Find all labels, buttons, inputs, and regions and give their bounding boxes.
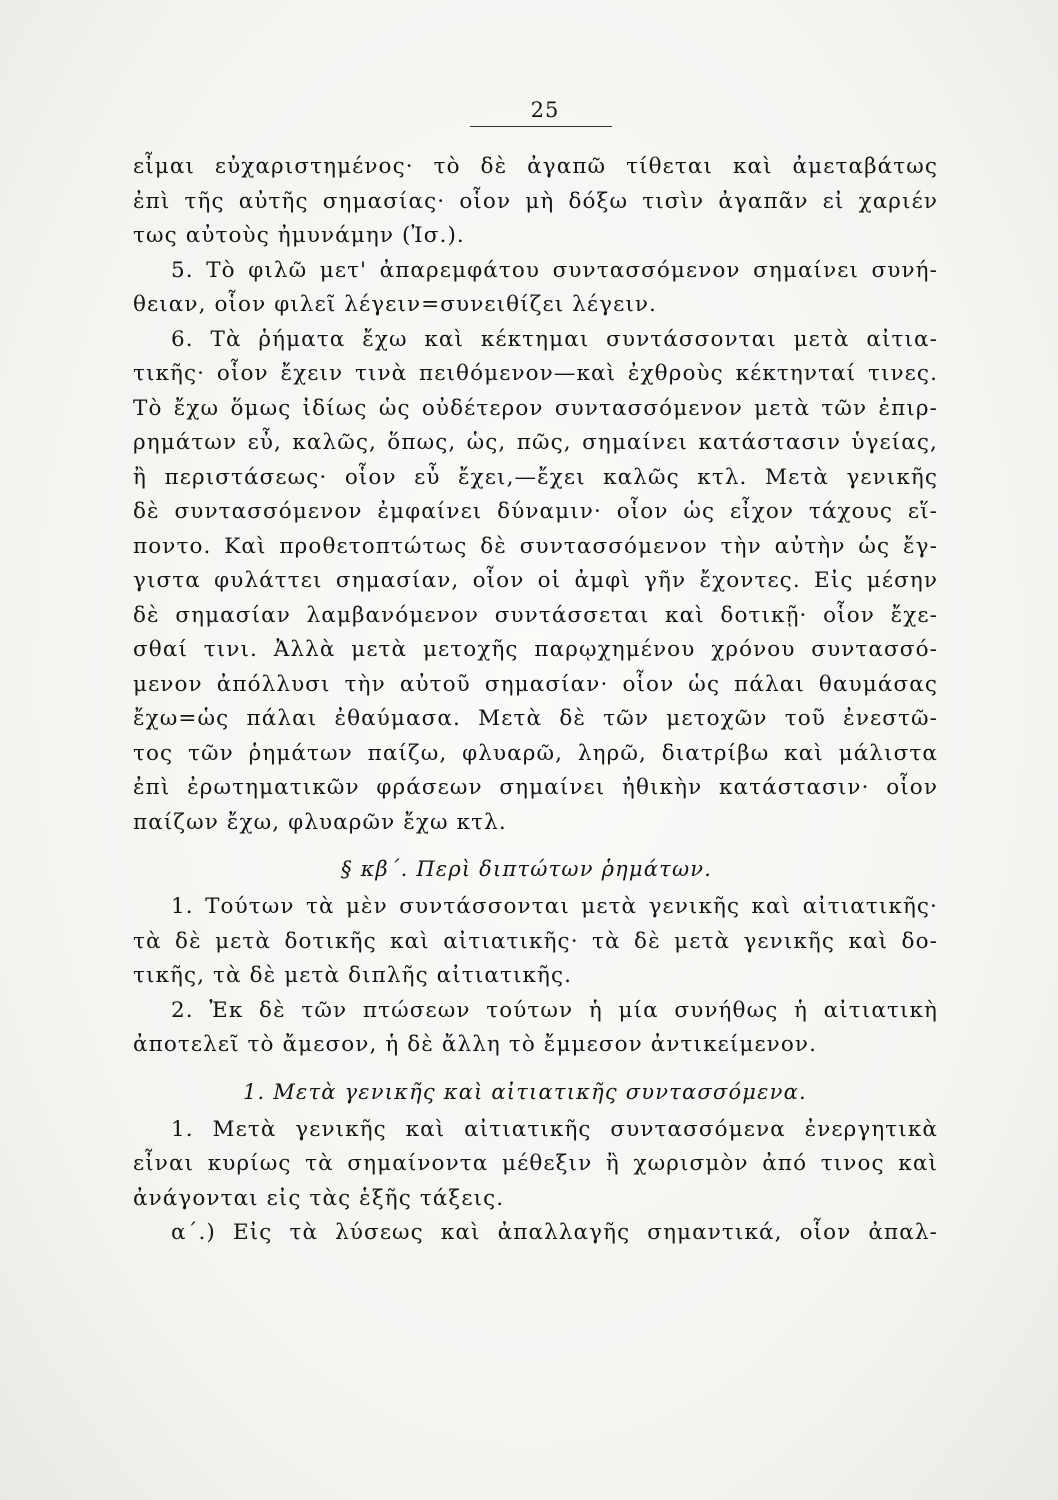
text-line: εἶναι κυρίως τὰ σημαίνοντα μέθεξιν ἢ χωρισμὸν ἀπό τινος καὶ xyxy=(133,1151,938,1176)
text-line: δὲ σημασίαν λαμβανόμενον συντάσσεται καὶ δοτικῇ· οἷον ἔχε- xyxy=(133,602,938,628)
text-line: 1. Μετὰ γενικῆς καὶ αἰτιατικῆς συντασσόμενα ἐνεργητικὰ xyxy=(171,1116,938,1142)
text-line: παίζων ἔχω, φλυαρῶν ἔχω κτλ. xyxy=(133,809,507,835)
page-body xyxy=(133,150,938,1251)
text-line: δὲ συντασσόμενον ἐμφαίνει δύναμιν· οἷον ὡς εἶχον τάχους εἵ- xyxy=(133,499,938,524)
text-line: ἢ περιστάσεως· οἷον εὖ ἔχει,—ἔχει καλῶς κτλ. Μετὰ γενικῆς xyxy=(133,464,938,490)
text-line: γιστα φυλάττει σημασίαν, οἷον οἱ ἀμφὶ γῆν ἔχοντες. Εἰς μέσην xyxy=(133,568,938,593)
text-line: τως αὐτοὺς ἠμυνάμην (Ἰσ.). xyxy=(133,223,465,248)
text-line: σθαί τινι. Ἀλλὰ μετὰ μετοχῆς παρῳχημένου χρόνου συντασσό- xyxy=(133,637,938,662)
text-line: ἐπὶ τῆς αὐτῆς σημασίας· οἷον μὴ δόξω τισὶν ἀγαπᾶν εἰ χαριέν xyxy=(133,188,938,214)
section-paragraphs-ekho xyxy=(133,150,938,840)
text-line: τὰ δὲ μετὰ δοτικῆς καὶ αἰτιατικῆς· τὰ δὲ μετὰ γενικῆς καὶ δο- xyxy=(133,928,938,954)
text-line: τικῆς, τὰ δὲ μετὰ διπλῆς αἰτιατικῆς. xyxy=(133,963,573,988)
text-line: ρημάτων εὖ, καλῶς, ὅπως, ὡς, πῶς, σημαίνει κατάστασιν ὑγείας, xyxy=(133,430,938,455)
text-line: 2. Ἐκ δὲ τῶν πτώσεων τούτων ἡ μία συνήθως ἡ αἰτιατικὴ xyxy=(171,997,938,1023)
text-line: 1. Τούτων τὰ μὲν συντάσσονται μετὰ γενικῆς καὶ αἰτιατικῆς· xyxy=(171,894,938,919)
text-line: ποντο. Καὶ προθετοπτώτως δὲ συντασσόμενον τὴν αὐτὴν ὡς ἔγ- xyxy=(133,533,938,559)
text-line: τος τῶν ῥημάτων παίζω, φλυαρῶ, ληρῶ, διατρίβω καὶ μάλιστα xyxy=(133,740,938,766)
text-line: τικῆς· οἷον ἔχειν τινὰ πειθόμενον—καὶ ἐχθροὺς κέκτηνταί τινες. xyxy=(133,361,938,386)
text-line: ἔχω=ὡς πάλαι ἐθαύμασα. Μετὰ δὲ τῶν μετοχῶν τοῦ ἐνεστῶ- xyxy=(133,706,938,731)
text-line: μενον ἀπόλλυσι τὴν αὐτοῦ σημασίαν· οἷον ὡς πάλαι θαυμάσας xyxy=(133,671,938,697)
section-paragraphs-diptota xyxy=(133,890,938,1063)
page-number: 25 xyxy=(530,98,560,122)
text-line: θειαν, οἷον φιλεῖ λέγειν=συνειθίζει λέγειν. xyxy=(133,292,657,317)
text-line: α΄.) Εἰς τὰ λύσεως καὶ ἀπαλλαγῆς σημαντικά, οἷον ἀπαλ- xyxy=(171,1220,938,1245)
subsection-heading-genitive-accusative: 1. Μετὰ γενικῆς καὶ αἰτιατικῆς συντασσόμενα. xyxy=(243,1079,807,1104)
text-line: Τὸ ἔχω ὅμως ἰδίως ὡς οὐδέτερον συντασσόμενον μετὰ τῶν ἐπιρ- xyxy=(133,395,938,421)
text-line: 5. Τὸ φιλῶ μετ' ἀπαρεμφάτου συντασσόμενον σημαίνει συνή- xyxy=(171,257,938,283)
section-paragraphs-genitive-accusative xyxy=(133,1113,938,1251)
text-line: 6. Τὰ ῥήματα ἔχω καὶ κέκτημαι συντάσσονται μετὰ αἰτια- xyxy=(171,326,938,352)
text-line: ἀνάγονται εἰς τὰς ἑξῆς τάξεις. xyxy=(133,1185,505,1211)
page-number-rule xyxy=(470,126,612,127)
text-line: ἐπὶ ἐρωτηματικῶν φράσεων σημαίνει ἠθικὴν κατάστασιν· οἷον xyxy=(133,775,938,800)
text-line: εἶμαι εὐχαριστημένος· τὸ δὲ ἀγαπῶ τίθεται καὶ ἀμεταβάτως xyxy=(133,154,938,179)
section-heading-diptota: § κβ΄. Περὶ διπτώτων ῥημάτων. xyxy=(341,857,713,881)
text-line: ἀποτελεῖ τὸ ἄμεσον, ἡ δὲ ἄλλη τὸ ἔμμεσον ἀντικείμενον. xyxy=(133,1032,818,1057)
